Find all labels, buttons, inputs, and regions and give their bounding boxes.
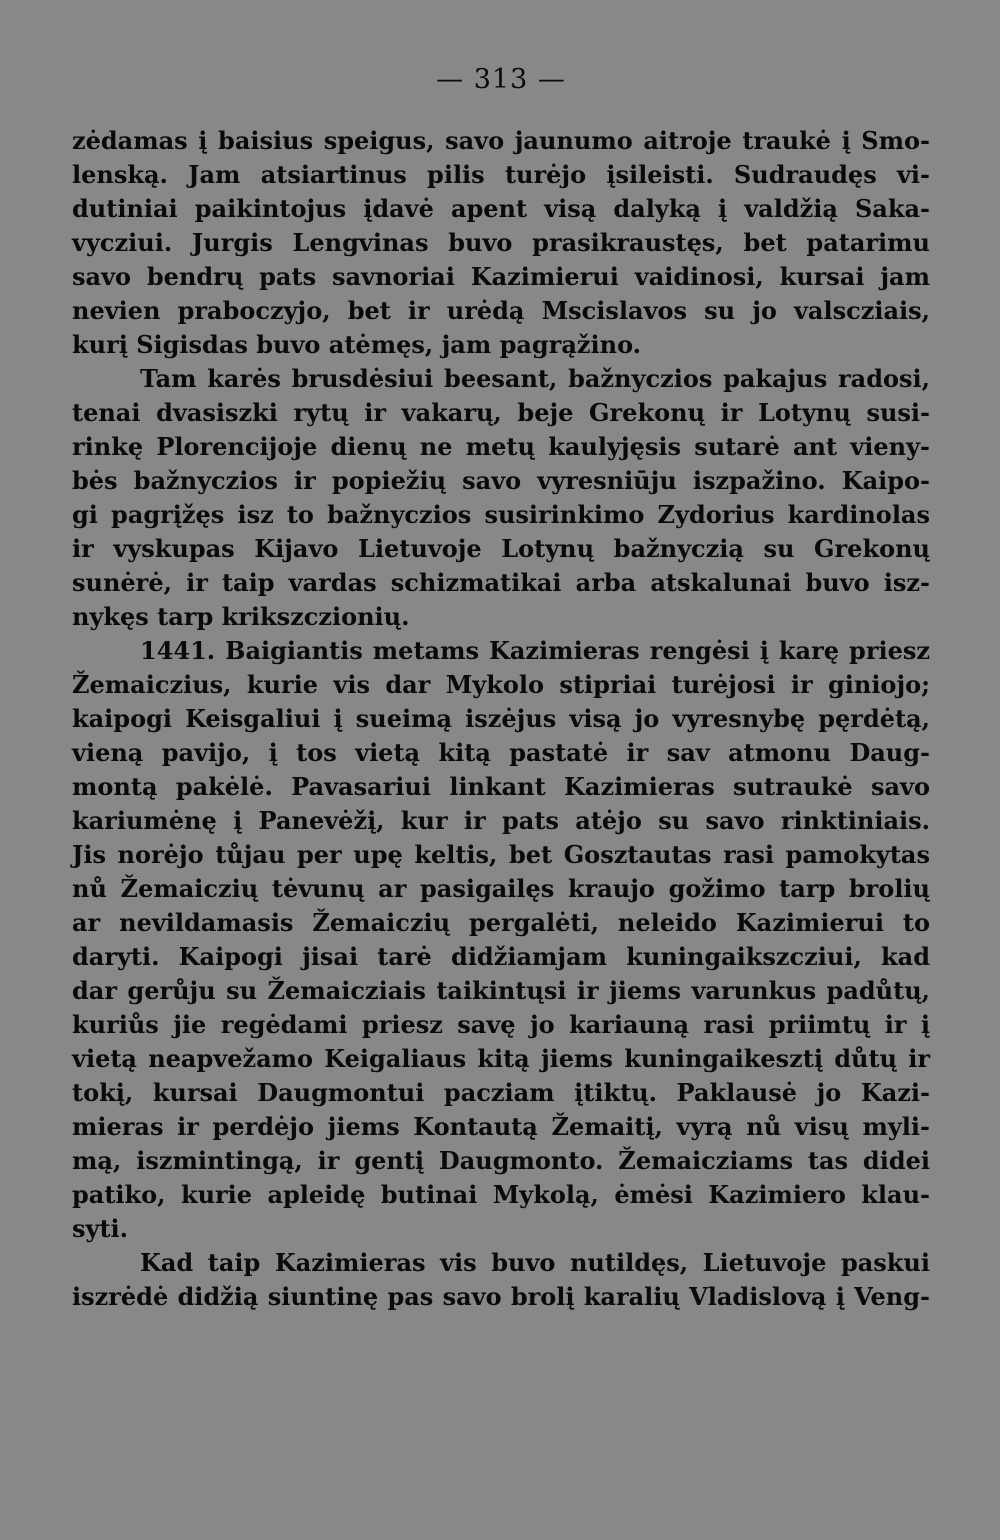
page-number: — 313 — xyxy=(436,64,566,95)
text-line: rinkę Plorencijoje dienų ne metų kaulyjęsis sutarė ant vieny- xyxy=(72,432,930,461)
text-line: daryti. Kaipogi jisai tarė didžiamjam kuningaikszcziui, kad xyxy=(72,942,930,971)
text-line: montą pakėlė. Pavasariui linkant Kazimieras sutraukė savo xyxy=(72,772,930,801)
text-line: zėdamas į baisius speigus, savo jaunumo aitroje traukė į Smo- xyxy=(72,126,930,155)
text-line: mą, iszmintingą, ir gentį Daugmonto. Žemaicziams tas didei xyxy=(72,1146,930,1175)
text-line: nykęs tarp krikszczionių. xyxy=(72,602,410,631)
text-line: iszrėdė didžią siuntinę pas savo brolį karalių Vladislovą į Veng- xyxy=(72,1282,930,1311)
text-line: dutiniai paikintojus įdavė apent visą dalyką į valdžią Saka- xyxy=(72,194,930,223)
text-line: tokį, kursai Daugmontui pacziam įtiktų. Paklausė jo Kazi- xyxy=(72,1078,930,1107)
text-line: kurį Sigisdas buvo atėmęs, jam pagrąžino. xyxy=(72,330,642,359)
text-line: Jis norėjo tůjau per upę keltis, bet Gosztautas rasi pamokytas xyxy=(72,840,930,869)
text-line: 1441. Baigiantis metams Kazimieras rengėsi į karę priesz xyxy=(140,636,930,665)
text-line: patiko, kurie apleidę butinai Mykolą, ėmėsi Kazimiero klau- xyxy=(72,1180,930,1209)
text-line: dar gerůju su Žemaicziais taikintųsi ir jiems varunkus padůtų, xyxy=(72,976,930,1005)
text-line: bės bažnyczios ir popiežių savo vyresniūju iszpažino. Kaipo- xyxy=(72,466,930,495)
text-line: sunėrė, ir taip vardas schizmatikai arba atskalunai buvo isz- xyxy=(72,568,930,597)
text-line: Žemaiczius, kurie vis dar Mykolo stipriai turėjosi ir giniojo; xyxy=(72,670,930,699)
text-line: nevien praboczyjo, bet ir urėdą Mscislavos su jo valscziais, xyxy=(72,296,930,325)
text-line: ir vyskupas Kijavo Lietuvoje Lotynų bažnyczią su Grekonų xyxy=(72,534,930,563)
text-line: Tam karės brusdėsiui beesant, bažnyczios pakajus radosi, xyxy=(140,364,930,393)
text-line: tenai dvasiszki rytų ir vakarų, beje Grekonų ir Lotynų susi- xyxy=(72,398,930,427)
text-line: syti. xyxy=(72,1214,129,1243)
text-line: Kad taip Kazimieras vis buvo nutildęs, Lietuvoje paskui xyxy=(140,1248,930,1277)
page-text-body xyxy=(72,124,930,1314)
text-line: vietą neapvežamo Keigaliaus kitą jiems kuningaikesztį důtų ir xyxy=(72,1044,930,1073)
text-line: lenską. Jam atsiartinus pilis turėjo įsileisti. Sudraudęs vi- xyxy=(72,160,930,189)
text-line: vycziui. Jurgis Lengvinas buvo prasikraustęs, bet patarimu xyxy=(72,228,930,257)
text-line: savo bendrų pats savnoriai Kazimierui vaidinosi, kursai jam xyxy=(72,262,930,291)
book-page xyxy=(72,60,930,1314)
text-line: ar nevildamasis Žemaiczių pergalėti, neleido Kazimierui to xyxy=(72,908,930,937)
text-line: vieną pavijo, į tos vietą kitą pastatė ir sav atmonu Daug- xyxy=(72,738,930,767)
text-line: kaipogi Keisgaliui į sueimą iszėjus visą jo vyresnybę pęrdėtą, xyxy=(72,704,930,733)
text-line: mieras ir perdėjo jiems Kontautą Žemaitį, vyrą nů visų myli- xyxy=(72,1112,930,1141)
text-line: kuriůs jie regėdami priesz savę jo kariauną rasi priimtų ir į xyxy=(72,1010,930,1039)
text-line: gi pagrįžęs isz to bažnyczios susirinkimo Zydorius kardinolas xyxy=(72,500,930,529)
text-line: nů Žemaiczių tėvunų ar pasigailęs kraujo gožimo tarp brolių xyxy=(72,874,930,903)
text-line: kariumėnę į Panevėžį, kur ir pats atėjo su savo rinktiniais. xyxy=(72,806,930,835)
